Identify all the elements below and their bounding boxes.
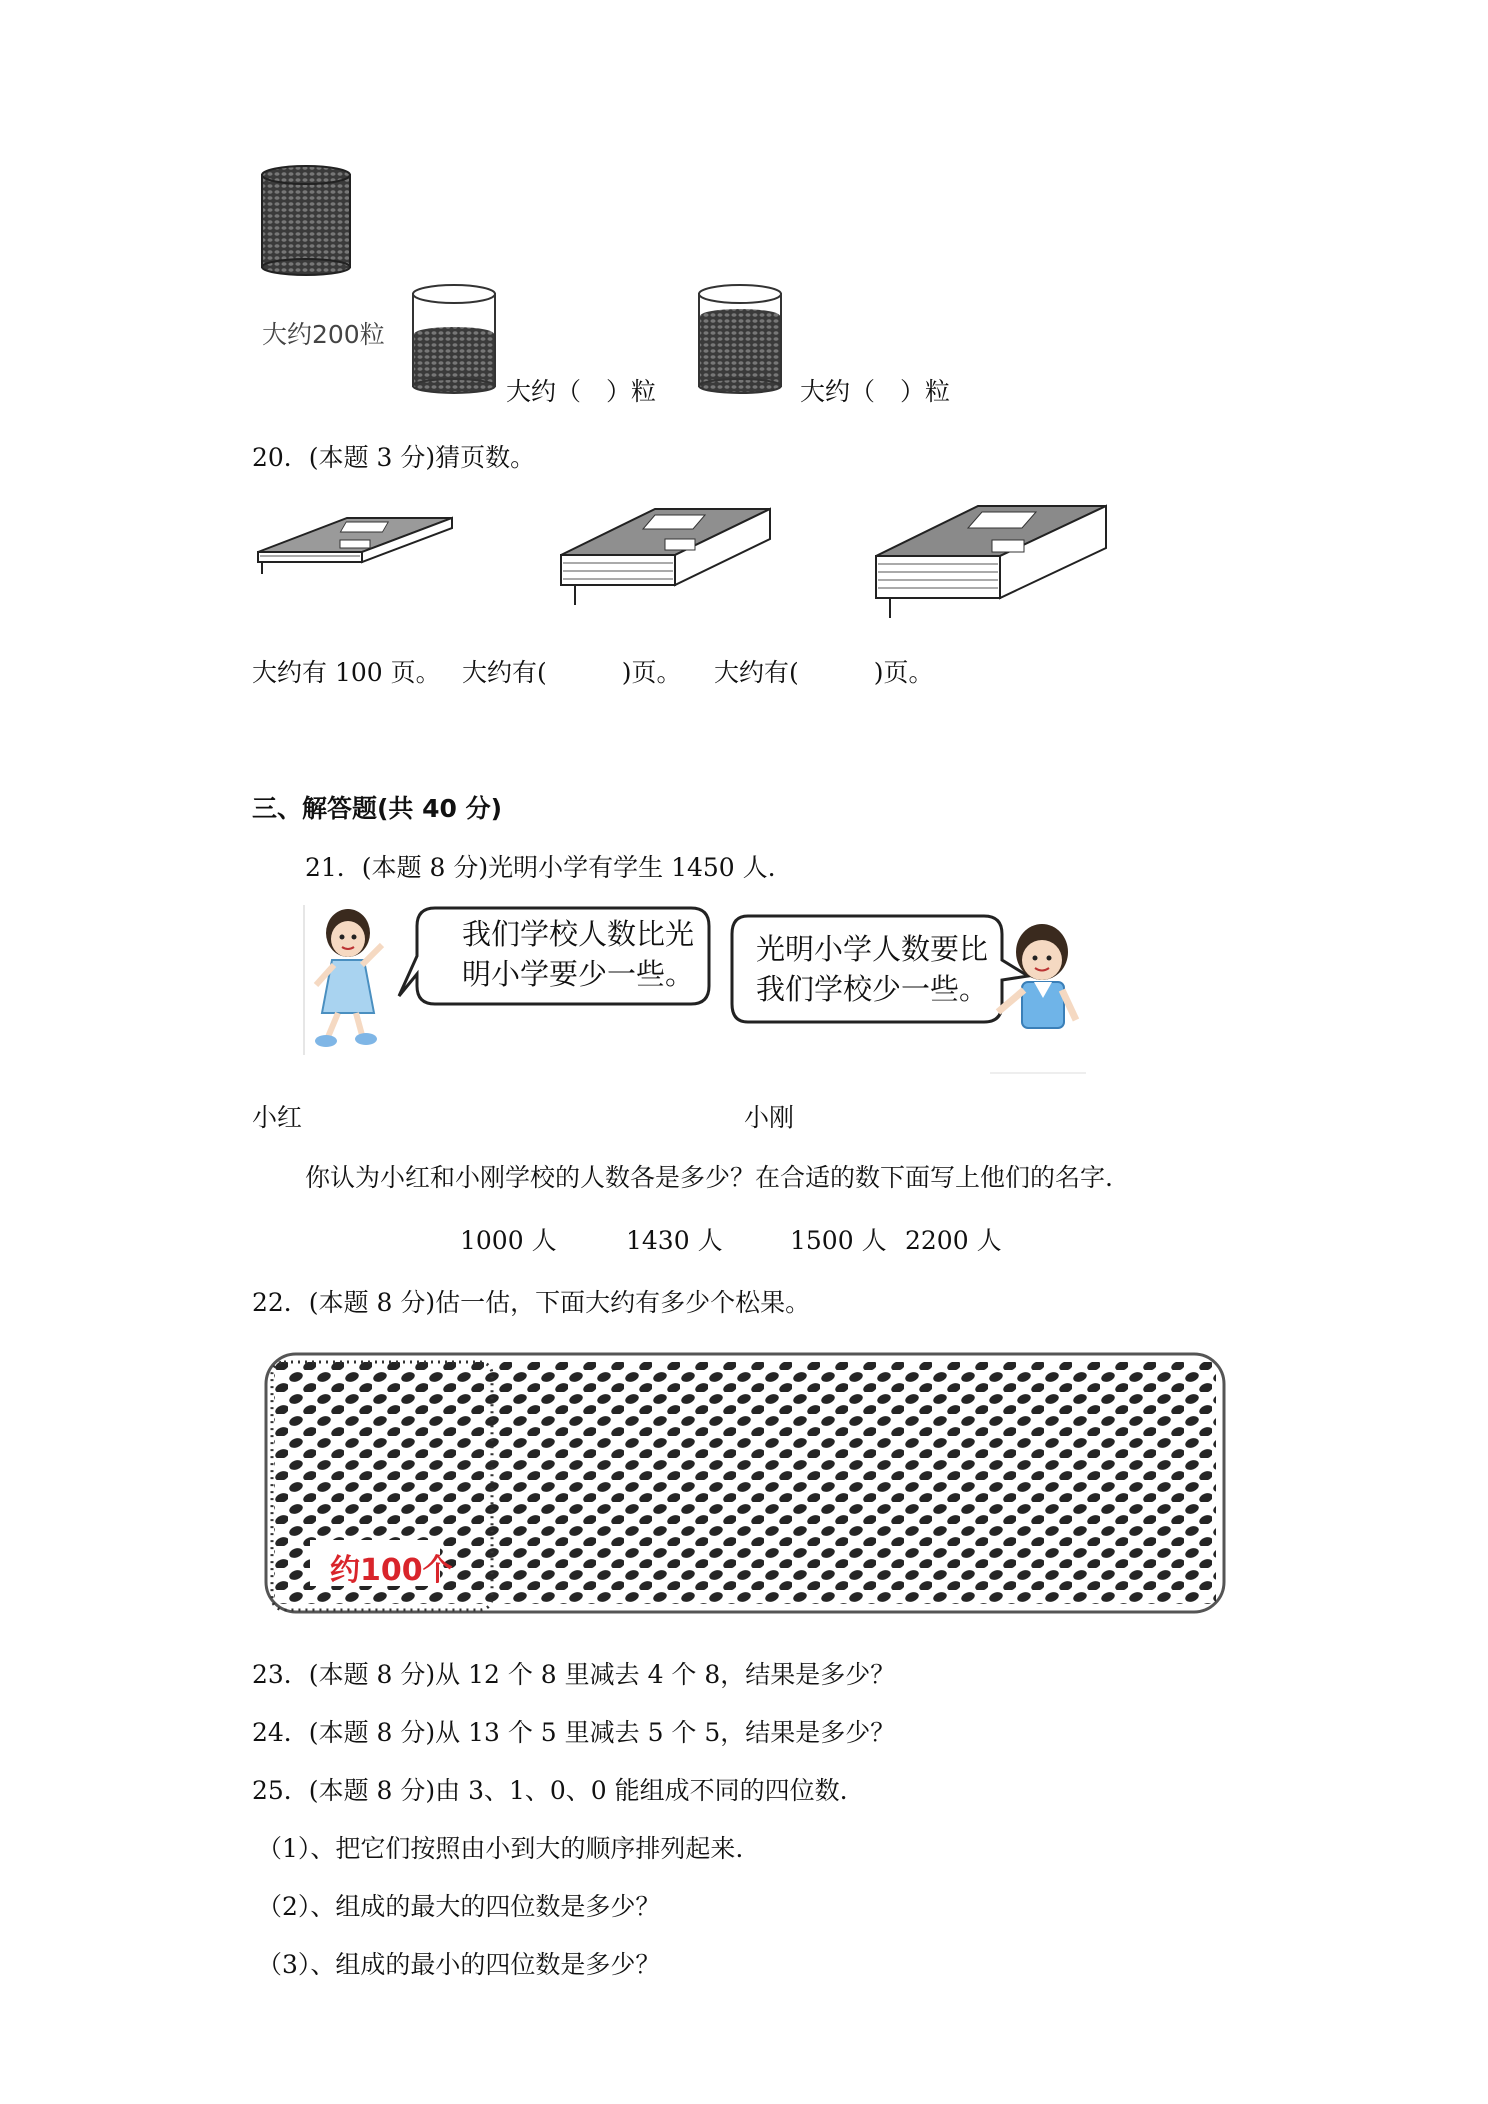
q25-title: 25．(本题 8 分)由 3、1、0、0 能组成不同的四位数. bbox=[252, 1776, 848, 1805]
boy-figure-icon bbox=[990, 920, 1090, 1075]
jar-reference-label: 大约200粒 bbox=[262, 320, 385, 349]
book-thick-image bbox=[870, 500, 1110, 625]
q20-title: 20．(本题 3 分)猜页数。 bbox=[252, 443, 536, 472]
q20-answer-1: 大约有 100 页。 bbox=[252, 658, 441, 687]
jar-full-image bbox=[260, 165, 355, 275]
q19-answer-2: 大约（ ）粒 bbox=[800, 377, 951, 406]
q21-question: 你认为小红和小刚学校的人数各是多少？在合适的数下面写上他们的名字. bbox=[305, 1163, 1113, 1192]
book-medium-image bbox=[555, 505, 775, 615]
q20-answer-2: 大约有( )页。 bbox=[462, 658, 682, 687]
book-thin-image bbox=[252, 512, 457, 580]
q19-answer-1: 大约（ ）粒 bbox=[506, 377, 657, 406]
q21-option-3: 1500 人 bbox=[790, 1226, 887, 1255]
q21-option-1: 1000 人 bbox=[460, 1226, 557, 1255]
bubble-right-line-2: 我们学校少一些。 bbox=[756, 972, 989, 1006]
q21-option-4: 2200 人 bbox=[905, 1226, 1002, 1255]
name-left-label: 小红 bbox=[252, 1103, 303, 1132]
estimate-label: 约100个 bbox=[330, 1553, 453, 1588]
bubble-right-line-1: 光明小学人数要比 bbox=[756, 932, 989, 966]
q24-title: 24．(本题 8 分)从 13 个 5 里减去 5 个 5，结果是多少？ bbox=[252, 1718, 896, 1747]
q21-title: 21．(本题 8 分)光明小学有学生 1450 人. bbox=[305, 853, 776, 882]
bubble-left-line-2: 明小学要少一些。 bbox=[462, 957, 695, 991]
jar-partial-2-image bbox=[696, 282, 786, 394]
name-right-label: 小刚 bbox=[744, 1103, 795, 1132]
q21-option-2: 1430 人 bbox=[626, 1226, 723, 1255]
girl-figure-icon bbox=[302, 905, 394, 1055]
q20-answer-3: 大约有( )页。 bbox=[714, 658, 934, 687]
q25-part-2: （2）、组成的最大的四位数是多少？ bbox=[257, 1892, 661, 1921]
q22-title: 22．(本题 8 分)估一估，下面大约有多少个松果。 bbox=[252, 1288, 811, 1317]
q25-part-3: （3）、组成的最小的四位数是多少？ bbox=[257, 1950, 661, 1979]
bubble-left-line-1: 我们学校人数比光 bbox=[462, 917, 695, 951]
jar-partial-1-image bbox=[410, 282, 500, 394]
section-heading: 三、解答题(共 40 分) bbox=[252, 794, 503, 823]
q25-part-1: （1）、把它们按照由小到大的顺序排列起来. bbox=[257, 1834, 744, 1863]
q23-title: 23．(本题 8 分)从 12 个 8 里减去 4 个 8，结果是多少？ bbox=[252, 1660, 896, 1689]
